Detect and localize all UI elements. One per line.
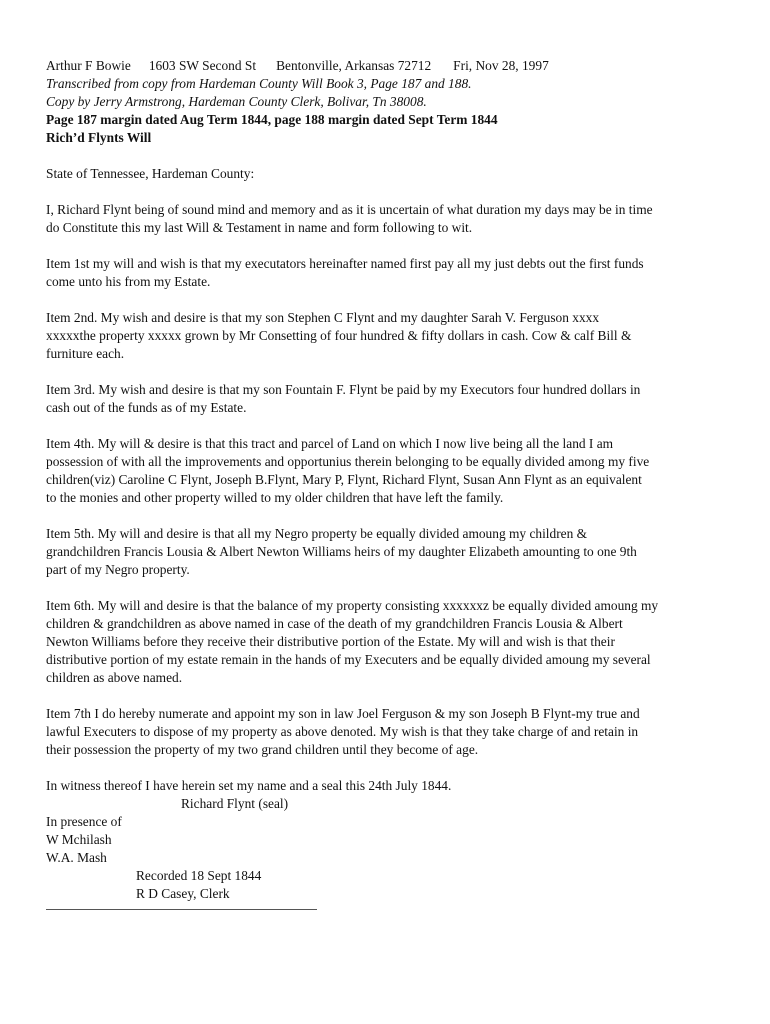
will-paragraph bbox=[46, 705, 736, 759]
will-paragraph bbox=[46, 435, 736, 507]
header-date: Fri, Nov 28, 1997 bbox=[453, 58, 549, 73]
paragraph-line: part of my Negro property. bbox=[46, 562, 190, 577]
document-title: Rich’d Flynts Will bbox=[46, 130, 152, 145]
paragraph-line: Item 7th I do hereby numerate and appoint my son in law Joel Ferguson & my son Joseph B Flynt-my true and bbox=[46, 706, 640, 721]
document-page bbox=[46, 57, 736, 910]
copy-credit: Copy by Jerry Armstrong, Hardeman County Clerk, Bolivar, Tn 38008. bbox=[46, 94, 427, 109]
will-paragraph bbox=[46, 309, 736, 363]
paragraph-line: Item 1st my will and wish is that my executators hereinafter named first pay all my just debts out the first funds bbox=[46, 256, 644, 271]
paragraph-line: children & grandchildren as above named in case of the death of my grandchildren Francis Lousia & Albert bbox=[46, 616, 623, 631]
transcription-source: Transcribed from copy from Hardeman County Will Book 3, Page 187 and 188. bbox=[46, 76, 472, 91]
will-paragraph bbox=[46, 201, 736, 237]
paragraph-line: lawful Executers to dispose of my property as above denoted. My wish is that they take charge of and retain in bbox=[46, 724, 639, 739]
paragraph-line: Item 4th. My will & desire is that this tract and parcel of Land on which I now live being all the land I am bbox=[46, 436, 614, 451]
witness-statement: In witness thereof I have herein set my name and a seal this 24th July 1844. bbox=[46, 778, 452, 793]
paragraph-line: Newton Williams before they receive their distributive portion of the Estate. My will and wish is that their bbox=[46, 634, 615, 649]
author-city: Bentonville, Arkansas 72712 bbox=[276, 58, 432, 73]
paragraph-line: children(viz) Caroline C Flynt, Joseph B.Flynt, Mary P, Flynt, Richard Flynt, Susan Ann Flynt as an equivalent bbox=[46, 472, 642, 487]
paragraph-line: xxxxxthe property xxxxx grown by Mr Consetting of four hundred & fifty dollars in cash. Cow & calf Bill & bbox=[46, 328, 632, 343]
will-paragraphs bbox=[46, 201, 736, 759]
will-paragraph bbox=[46, 525, 736, 579]
paragraph-line: I, Richard Flynt being of sound mind and memory and as it is uncertain of what duration my days may be in time bbox=[46, 202, 653, 217]
paragraph-line: distributive portion of my estate remain in the hands of my Executers and be equally divided amoung my several bbox=[46, 652, 651, 667]
paragraph-line: Item 5th. My will and desire is that all my Negro property be equally divided amoung my children & bbox=[46, 526, 588, 541]
paragraph-line: come unto his from my Estate. bbox=[46, 274, 211, 289]
margin-note: Page 187 margin dated Aug Term 1844, page 188 margin dated Sept Term 1844 bbox=[46, 112, 498, 127]
paragraph-line: do Constitute this my last Will & Testament in name and form following to wit. bbox=[46, 220, 473, 235]
paragraph-line: furniture each. bbox=[46, 346, 125, 361]
recorded-date: Recorded 18 Sept 1844 bbox=[136, 868, 262, 883]
paragraph-line: children as above named. bbox=[46, 670, 183, 685]
paragraph-line: possession of with all the improvements and opportunius therein belonging to be equally divided among my five bbox=[46, 454, 650, 469]
witness-name-1: W Mchilash bbox=[46, 832, 112, 847]
paragraph-line: their possession the property of my two grand children until they become of age. bbox=[46, 742, 479, 757]
will-paragraph bbox=[46, 597, 736, 687]
bottom-rule bbox=[46, 909, 317, 910]
state-county-line: State of Tennessee, Hardeman County: bbox=[46, 166, 255, 181]
author-name: Arthur F Bowie bbox=[46, 58, 131, 73]
paragraph-line: grandchildren Francis Lousia & Albert Newton Williams heirs of my daughter Elizabeth amounting to one 9th bbox=[46, 544, 637, 559]
in-presence-label: In presence of bbox=[46, 814, 122, 829]
author-address: 1603 SW Second St bbox=[148, 58, 257, 73]
header-info-line bbox=[46, 57, 736, 75]
witness-name-2: W.A. Mash bbox=[46, 850, 107, 865]
paragraph-line: cash out of the funds as of my Estate. bbox=[46, 400, 247, 415]
paragraph-line: Item 6th. My will and desire is that the balance of my property consisting xxxxxxz be equally divided amoung my bbox=[46, 598, 659, 613]
paragraph-line: to the monies and other property willed to my older children that have left the family. bbox=[46, 490, 504, 505]
paragraph-line: Item 2nd. My wish and desire is that my son Stephen C Flynt and my daughter Sarah V. Ferguson xxxx bbox=[46, 310, 600, 325]
paragraph-line: Item 3rd. My wish and desire is that my son Fountain F. Flynt be paid by my Executors four hundred dollars in bbox=[46, 382, 641, 397]
will-paragraph bbox=[46, 255, 736, 291]
clerk-name: R D Casey, Clerk bbox=[136, 886, 230, 901]
will-paragraph bbox=[46, 381, 736, 417]
testator-signature: Richard Flynt (seal) bbox=[181, 796, 289, 811]
